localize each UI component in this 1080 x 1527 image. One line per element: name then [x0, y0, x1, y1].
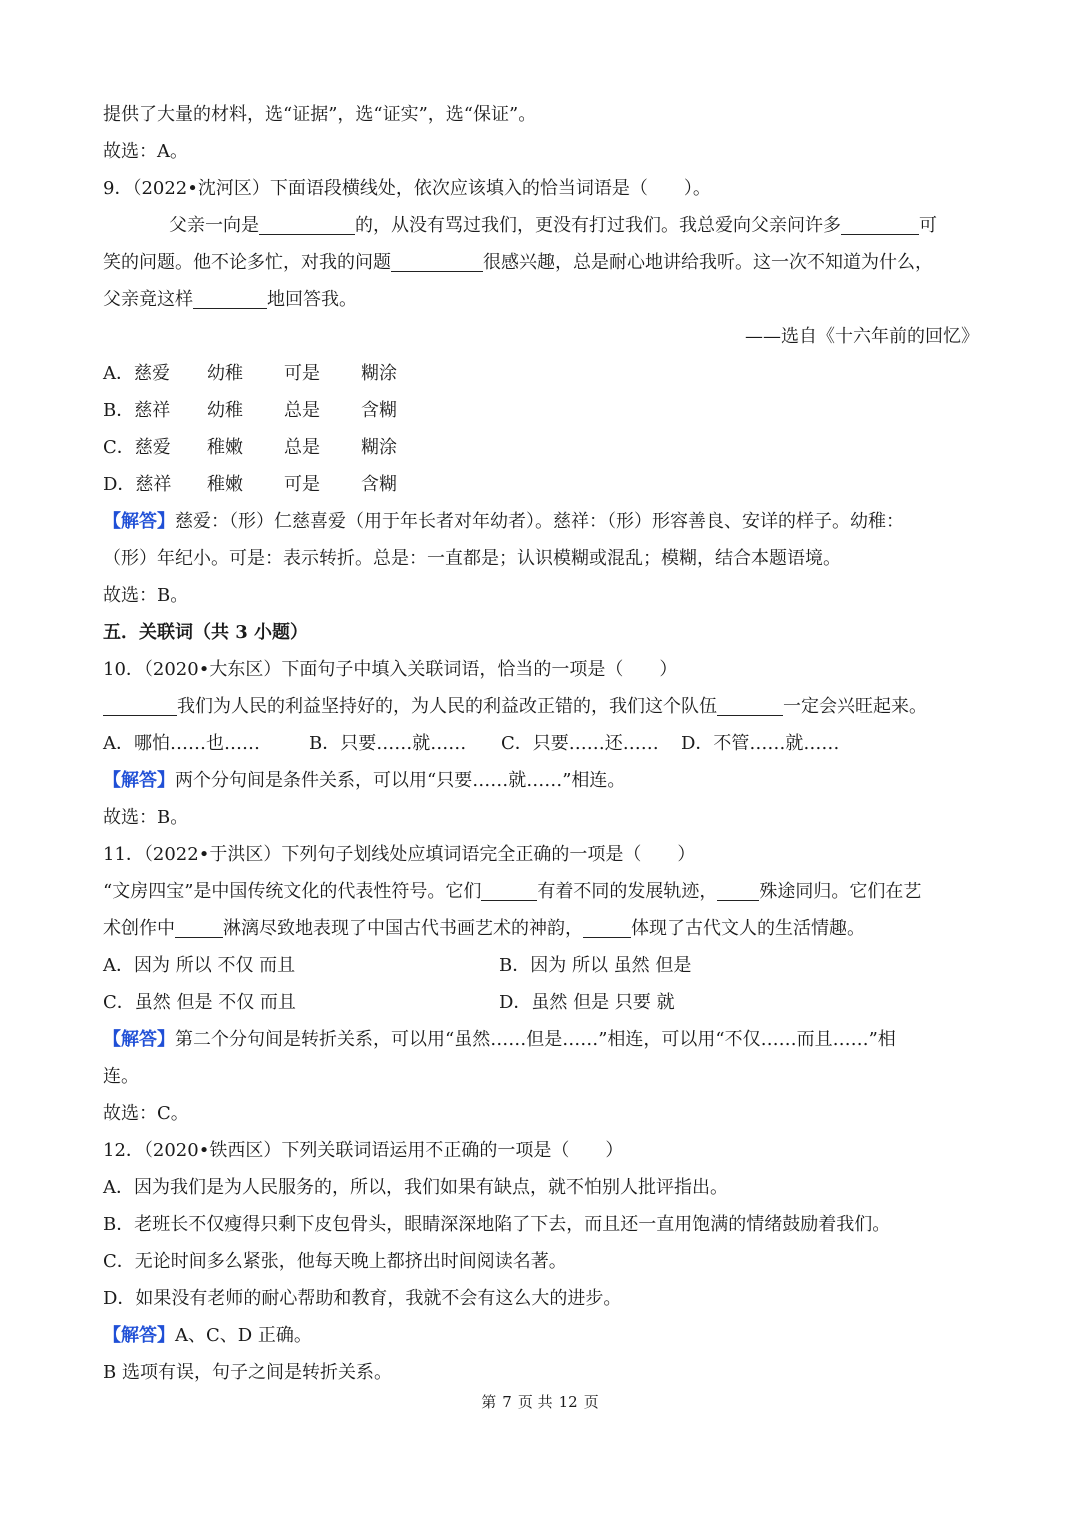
- answer-tag: 【解答】: [103, 1325, 175, 1346]
- option-word: 糊涂: [361, 363, 397, 384]
- option-word: C．慈爱: [103, 437, 171, 458]
- option-word: 总是: [284, 400, 320, 421]
- q12-option-d: D．如果没有老师的耐心帮助和教育，我就不会有这么大的进步。: [103, 1288, 622, 1309]
- q10-options: [103, 725, 979, 762]
- text-span: 父亲竟这样: [103, 289, 193, 310]
- q9-option-c: [103, 429, 979, 466]
- q9-answer-line-2: （形）年纪小。可是：表示转折。总是：一直都是；认识模糊或混乱；模糊，结合本题语境。: [103, 548, 841, 569]
- option-word: D．慈祥: [103, 474, 172, 495]
- q11-sentence-line-2: [103, 910, 979, 947]
- option-word: 稚嫩: [207, 437, 243, 458]
- q12-answer: [103, 1317, 979, 1354]
- q12-option-c: C．无论时间多么紧张，他每天晚上都挤出时间阅读名著。: [103, 1251, 567, 1272]
- q12-option-b: B．老班长不仅瘦得只剩下皮包骨头，眼睛深深地陷了下去，而且还一直用饱满的情绪鼓励着我们。: [103, 1214, 891, 1235]
- blank-line: [481, 878, 537, 901]
- q10-result: 故选：B。: [103, 807, 189, 828]
- q12-note: B 选项有误，句子之间是转折关系。: [103, 1362, 392, 1383]
- q11-result: 故选：C。: [103, 1103, 189, 1124]
- total-pages: 12: [558, 1393, 578, 1411]
- page-number: 7: [502, 1393, 512, 1411]
- option-word: A．慈爱: [103, 363, 170, 384]
- q11-answer-line-2: 连。: [103, 1066, 139, 1087]
- answer-tag: 【解答】: [103, 1029, 175, 1050]
- q9-passage-line-1: [103, 207, 979, 244]
- q9-result: 故选：B。: [103, 585, 189, 606]
- answer-text: 慈爱：（形）仁慈喜爱（用于年长者对年幼者）。慈祥：（形）形容善良、安详的样子。幼稚：: [175, 511, 904, 532]
- q11-sentence-line-1: [103, 873, 979, 910]
- q9-option-d: [103, 466, 979, 503]
- prev-result: 故选：A。: [103, 141, 188, 162]
- text-span: 可: [919, 215, 937, 236]
- text-span: 地回答我。: [267, 289, 357, 310]
- option-word: 稚嫩: [207, 474, 243, 495]
- footer-text: 页: [583, 1393, 599, 1411]
- option-word: 幼稚: [207, 400, 243, 421]
- q9-option-a: [103, 355, 979, 392]
- option-c: C．只要……还……: [501, 733, 659, 754]
- option-d: D．不管……就……: [681, 733, 840, 754]
- option-word: 糊涂: [361, 437, 397, 458]
- blank-line: [391, 249, 483, 272]
- option-word: 可是: [284, 474, 320, 495]
- option-b: B．只要……就……: [309, 733, 467, 754]
- q10-sentence: [103, 688, 979, 725]
- q9-option-b: [103, 392, 979, 429]
- q12-option-a: A．因为我们是为人民服务的，所以，我们如果有缺点，就不怕别人批评指出。: [103, 1177, 728, 1198]
- option-a: A．因为 所以 不仅 而且: [103, 955, 296, 976]
- q12-stem: 12．（2020•铁西区）下列关联词语运用不正确的一项是（ ）: [103, 1140, 624, 1161]
- blank-line: [259, 212, 355, 235]
- option-word: 幼稚: [207, 363, 243, 384]
- document-page: [103, 96, 979, 1391]
- option-word: 可是: [284, 363, 320, 384]
- option-word: 含糊: [361, 474, 397, 495]
- option-word: 含糊: [361, 400, 397, 421]
- option-word: 总是: [284, 437, 320, 458]
- text-span: 有着不同的发展轨迹，: [537, 881, 718, 902]
- answer-tag: 【解答】: [103, 511, 175, 532]
- q9-stem: 9．（2022•沈河区）下面语段横线处，依次应该填入的恰当词语是（ ）。: [103, 178, 711, 199]
- text-span: 术创作中: [103, 918, 175, 939]
- answer-text: 第二个分句间是转折关系，可以用“虽然……但是……”相连，可以用“不仅……而且……”相: [175, 1029, 896, 1050]
- blank-line: [193, 286, 267, 309]
- text-span: 一定会兴旺起来。: [783, 696, 927, 717]
- blank-line: [175, 915, 223, 938]
- q10-answer: [103, 762, 979, 799]
- q9-passage-line-2: [103, 244, 979, 281]
- answer-text: A、C、D 正确。: [175, 1325, 312, 1346]
- page-footer: [0, 1391, 1080, 1412]
- text-span: 的，从没有骂过我们，更没有打过我们。我总爱向父亲问许多: [355, 215, 841, 236]
- q10-stem: 10．（2020•大东区）下面句子中填入关联词语，恰当的一项是（ ）: [103, 659, 678, 680]
- blank-line: [103, 693, 177, 716]
- option-a: A．哪怕……也……: [103, 733, 260, 754]
- section-title: 五．关联词（共 3 小题）: [103, 622, 309, 643]
- blank-line: [841, 212, 919, 235]
- q9-answer-line-1: [103, 503, 979, 540]
- blank-line: [583, 915, 631, 938]
- q9-source: ——选自《十六年前的回忆》: [745, 326, 979, 347]
- text-span: 体现了古代文人的生活情趣。: [631, 918, 865, 939]
- footer-text: 页 共: [517, 1393, 553, 1411]
- text-span: 笑的问题。他不论多忙，对我的问题: [103, 252, 391, 273]
- q11-answer-line-1: [103, 1021, 979, 1058]
- blank-line: [717, 693, 783, 716]
- text-span: 很感兴趣，总是耐心地讲给我听。这一次不知道为什么，: [483, 252, 933, 273]
- option-b: B．因为 所以 虽然 但是: [499, 955, 692, 976]
- footer-text: 第: [481, 1393, 497, 1411]
- text-span: 淋漓尽致地表现了中国古代书画艺术的神韵，: [223, 918, 583, 939]
- option-c: C．虽然 但是 不仅 而且: [103, 992, 296, 1013]
- answer-text: 两个分句间是条件关系，可以用“只要……就……”相连。: [175, 770, 626, 791]
- answer-tag: 【解答】: [103, 770, 175, 791]
- text-span: 我们为人民的利益坚持好的，为人民的利益改正错的，我们这个队伍: [177, 696, 717, 717]
- option-word: B．慈祥: [103, 400, 171, 421]
- text-span: “文房四宝”是中国传统文化的代表性符号。它们: [103, 881, 482, 902]
- q11-stem: 11．（2022•于洪区）下列句子划线处应填词语完全正确的一项是（ ）: [103, 844, 696, 865]
- q9-passage-line-3: [103, 281, 979, 318]
- q11-options-row-2: [103, 984, 979, 1021]
- text-span: 父亲一向是: [169, 215, 259, 236]
- text-span: 殊途同归。它们在艺: [759, 881, 922, 902]
- q11-options-row-1: [103, 947, 979, 984]
- option-d: D．虽然 但是 只要 就: [499, 992, 675, 1013]
- blank-line: [717, 878, 759, 901]
- prev-answer-tail: 提供了大量的材料，选“证据”，选“证实”，选“保证”。: [103, 104, 537, 125]
